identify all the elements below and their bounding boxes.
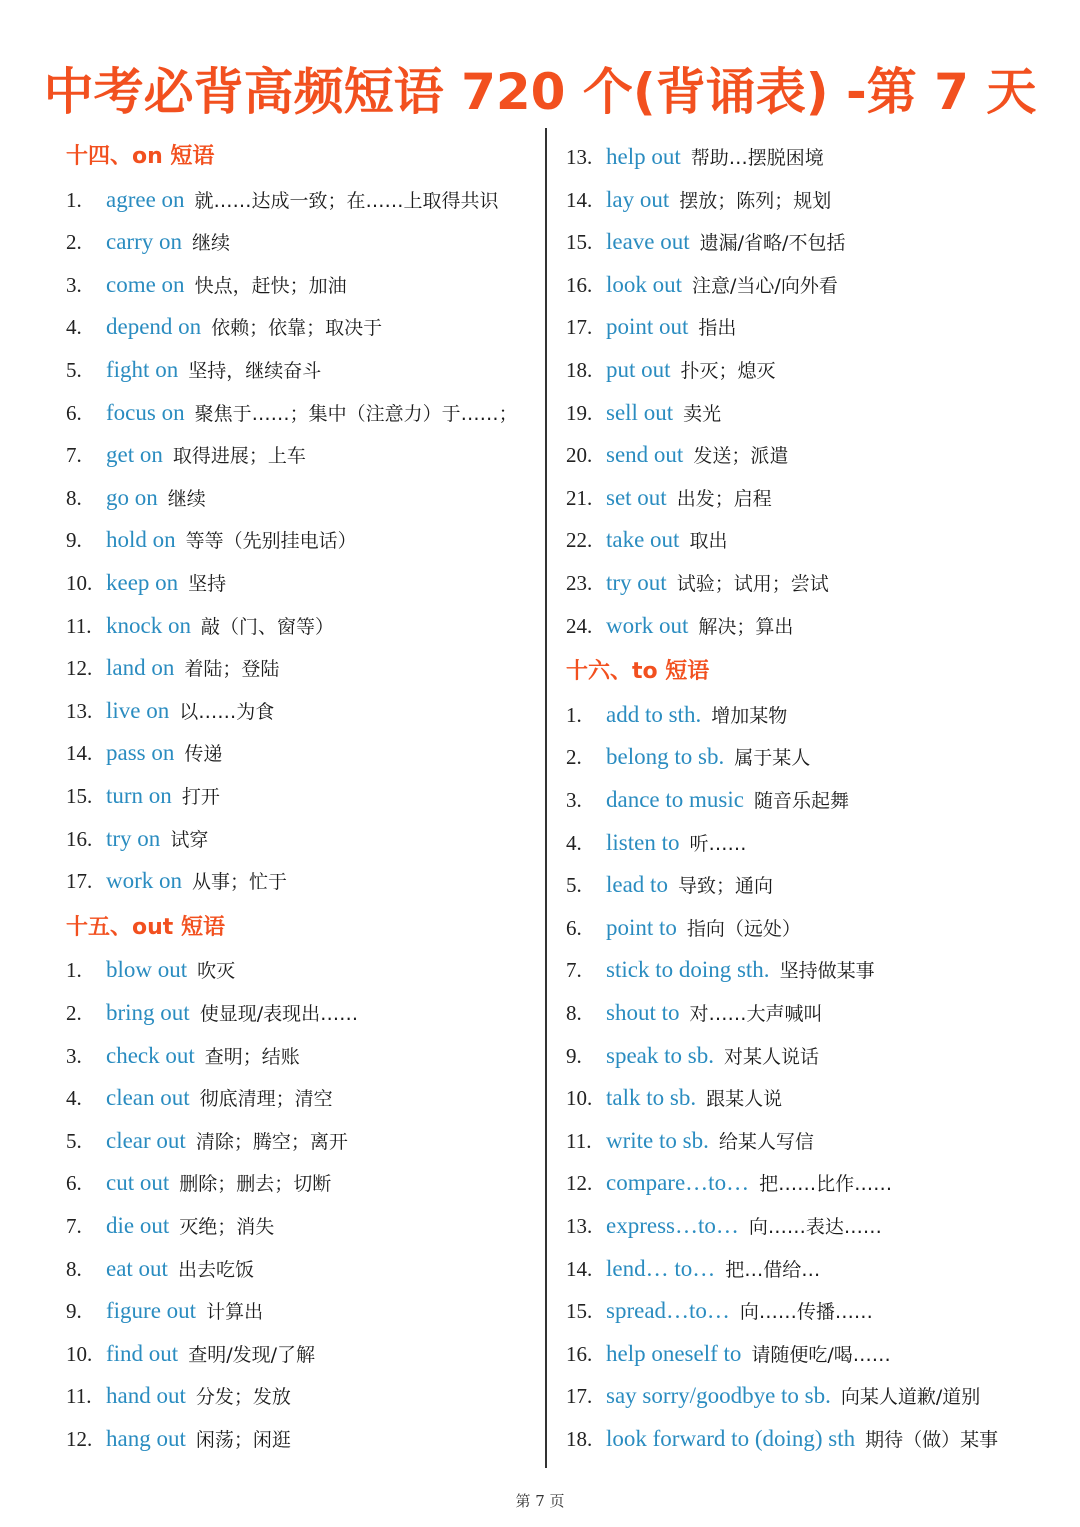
phrase-entry xyxy=(566,913,801,944)
phrase-entry xyxy=(566,1168,892,1199)
chinese-meaning: 清除；腾空；离开 xyxy=(195,1130,348,1153)
entry-number: 24. xyxy=(566,613,593,638)
entry-number: 22. xyxy=(566,528,593,553)
chinese-meaning: 敲（门、窗等） xyxy=(200,615,334,638)
english-phrase: spread…to… xyxy=(606,1298,730,1324)
phrase-entry xyxy=(66,1254,254,1285)
english-phrase: dance to music xyxy=(606,787,744,812)
chinese-meaning: 摆放；陈列；规划 xyxy=(679,189,832,212)
entry-number: 4. xyxy=(66,1086,82,1111)
page-number: 第 7 页 xyxy=(515,1492,565,1510)
phrase-entry xyxy=(66,955,235,986)
english-phrase: clean out xyxy=(106,1085,190,1111)
chinese-meaning: 出去吃饭 xyxy=(177,1258,254,1281)
chinese-meaning: 增加某物 xyxy=(711,704,788,727)
english-phrase: lend… to… xyxy=(606,1255,716,1281)
phrase-entry xyxy=(66,1296,263,1327)
phrase-entry xyxy=(66,1211,274,1242)
chinese-meaning: 吹灭 xyxy=(197,960,236,983)
chinese-meaning: 分发；发放 xyxy=(195,1386,291,1409)
english-phrase: carry on xyxy=(106,229,182,255)
chinese-meaning: 跟某人说 xyxy=(706,1088,783,1111)
entry-number: 19. xyxy=(566,400,593,425)
entry-number: 7. xyxy=(66,443,82,468)
chinese-meaning: 查明；结账 xyxy=(204,1045,300,1068)
phrase-entry xyxy=(66,1339,315,1370)
phrase-entry xyxy=(566,1296,873,1327)
english-phrase: express…to… xyxy=(606,1213,739,1238)
phrase-entry xyxy=(566,1126,814,1157)
chinese-meaning: 指向（远处） xyxy=(686,917,801,940)
phrase-entry xyxy=(566,1041,819,1072)
english-phrase: point to xyxy=(606,914,677,940)
entry-number: 4. xyxy=(66,315,82,340)
chinese-meaning: 对……大声喊叫 xyxy=(689,1003,823,1025)
entry-number: 2. xyxy=(566,745,582,770)
column-divider xyxy=(545,128,547,1468)
entry-number: 7. xyxy=(66,1214,82,1238)
chinese-meaning: 取出 xyxy=(689,530,728,553)
phrase-entry xyxy=(566,742,810,773)
phrase-entry xyxy=(566,355,776,386)
chinese-meaning: 彻底清理；清空 xyxy=(199,1088,333,1111)
entry-number: 6. xyxy=(66,1171,82,1196)
entry-number: 15. xyxy=(566,230,593,255)
phrase-entry xyxy=(66,227,230,258)
entry-number: 6. xyxy=(66,400,82,425)
entry-number: 1. xyxy=(66,958,82,983)
entry-number: 18. xyxy=(566,358,593,382)
entry-number: 12. xyxy=(566,1171,593,1196)
phrase-entry xyxy=(66,270,347,301)
english-phrase: lay out xyxy=(606,186,670,212)
english-phrase: help out xyxy=(606,144,681,169)
english-phrase: knock on xyxy=(106,612,191,638)
entry-number: 11. xyxy=(66,613,92,638)
english-phrase: check out xyxy=(106,1042,195,1068)
chinese-meaning: 帮助…摆脱困境 xyxy=(690,147,824,169)
entry-number: 2. xyxy=(66,1001,82,1025)
entry-number: 8. xyxy=(66,1256,82,1281)
phrase-entry xyxy=(66,483,206,514)
entry-number: 9. xyxy=(66,528,82,553)
english-phrase: land on xyxy=(106,655,175,681)
english-phrase: keep on xyxy=(106,570,179,595)
english-phrase: live on xyxy=(106,697,170,723)
chinese-meaning: 使显现/表现出…… xyxy=(199,1003,359,1025)
chinese-meaning: 聚焦于……；集中（注意力）于……； xyxy=(194,402,518,425)
phrase-entry xyxy=(566,1254,820,1285)
entry-number: 11. xyxy=(566,1128,592,1153)
english-phrase: write to sb. xyxy=(606,1127,709,1153)
phrase-entry xyxy=(66,355,321,386)
entry-number: 3. xyxy=(66,272,82,297)
phrase-entry xyxy=(66,611,334,642)
chinese-meaning: 就……达成一致；在……上取得共识 xyxy=(194,189,499,212)
section-heading: 十五、out 短语 xyxy=(66,914,225,940)
english-phrase: leave out xyxy=(606,229,690,255)
phrase-entry xyxy=(66,1168,331,1199)
english-phrase: send out xyxy=(606,442,684,468)
entry-number: 12. xyxy=(66,656,93,681)
phrase-entry xyxy=(566,312,736,343)
entry-number: 13. xyxy=(566,145,593,169)
entry-number: 17. xyxy=(566,315,593,340)
chinese-meaning: 向某人道歉/道别 xyxy=(840,1386,981,1409)
english-phrase: sell out xyxy=(606,399,674,425)
chinese-meaning: 卖光 xyxy=(683,402,722,425)
entry-number: 7. xyxy=(566,958,582,983)
english-phrase: take out xyxy=(606,527,680,553)
english-phrase: cut out xyxy=(106,1170,170,1196)
entry-number: 14. xyxy=(66,741,93,766)
english-phrase: die out xyxy=(106,1213,170,1238)
english-phrase: shout to xyxy=(606,1000,680,1025)
phrase-entry xyxy=(566,1381,980,1412)
chinese-meaning: 以……为食 xyxy=(179,700,275,723)
phrase-entry xyxy=(66,312,382,343)
chinese-meaning: 着陆；登陆 xyxy=(184,658,280,681)
english-phrase: work out xyxy=(606,612,689,638)
chinese-meaning: 属于某人 xyxy=(734,747,811,770)
chinese-meaning: 传递 xyxy=(184,743,223,766)
chinese-meaning: 出发；启程 xyxy=(676,487,772,510)
chinese-meaning: 依赖；依靠；取决于 xyxy=(211,317,383,340)
chinese-meaning: 等等（先别挂电话） xyxy=(185,530,357,553)
entry-number: 4. xyxy=(566,830,582,855)
entry-number: 18. xyxy=(566,1427,593,1451)
chinese-meaning: 指出 xyxy=(698,317,737,340)
phrase-entry xyxy=(66,1381,291,1412)
phrase-entry xyxy=(66,866,287,897)
phrase-entry xyxy=(66,824,208,855)
entry-number: 16. xyxy=(566,1341,593,1366)
english-phrase: help oneself to xyxy=(606,1340,742,1366)
english-phrase: talk to sb. xyxy=(606,1085,697,1111)
phrase-entry xyxy=(566,185,831,216)
phrase-entry xyxy=(566,785,849,816)
entry-number: 11. xyxy=(66,1384,92,1409)
chinese-meaning: 从事；忙于 xyxy=(192,871,288,894)
phrase-entry xyxy=(66,398,518,429)
entry-number: 1. xyxy=(566,702,582,727)
english-phrase: belong to sb. xyxy=(606,744,725,770)
chinese-meaning: 继续 xyxy=(192,232,231,255)
english-phrase: blow out xyxy=(106,957,188,983)
chinese-meaning: 发送；派遣 xyxy=(693,445,789,468)
phrase-entry xyxy=(566,955,875,986)
english-phrase: hold on xyxy=(106,527,176,553)
entry-number: 3. xyxy=(566,788,582,812)
entry-number: 17. xyxy=(66,869,93,894)
english-phrase: work on xyxy=(106,868,183,894)
chinese-meaning: 把……比作…… xyxy=(759,1173,893,1196)
english-phrase: figure out xyxy=(106,1298,197,1324)
phrase-entry xyxy=(66,1041,300,1072)
chinese-meaning: 快点，赶快；加油 xyxy=(194,274,347,297)
entry-number: 9. xyxy=(566,1043,582,1068)
english-phrase: find out xyxy=(106,1340,179,1366)
english-phrase: add to sth. xyxy=(606,701,702,727)
english-phrase: lead to xyxy=(606,872,668,898)
english-phrase: pass on xyxy=(106,740,175,766)
entry-number: 15. xyxy=(66,784,93,808)
phrase-entry xyxy=(566,483,772,514)
chinese-meaning: 向……表达…… xyxy=(748,1216,882,1238)
english-phrase: try on xyxy=(106,825,161,851)
chinese-meaning: 注意/当心/向外看 xyxy=(692,274,838,297)
chinese-meaning: 坚持 xyxy=(188,573,227,595)
chinese-meaning: 给某人写信 xyxy=(718,1130,814,1153)
phrase-entry xyxy=(566,525,727,556)
english-phrase: get on xyxy=(106,442,163,468)
english-phrase: fight on xyxy=(106,357,179,382)
chinese-meaning: 闲荡；闲逛 xyxy=(195,1429,291,1451)
entry-number: 10. xyxy=(66,571,93,595)
chinese-meaning: 期待（做）某事 xyxy=(865,1429,999,1451)
phrase-entry xyxy=(566,700,787,731)
english-phrase: come on xyxy=(106,271,185,297)
entry-number: 5. xyxy=(566,873,582,898)
entry-number: 15. xyxy=(566,1299,593,1324)
english-phrase: go on xyxy=(106,484,158,510)
english-phrase: bring out xyxy=(106,1000,190,1025)
phrase-entry xyxy=(566,1211,882,1242)
chinese-meaning: 灭绝；消失 xyxy=(179,1216,275,1238)
chinese-meaning: 删除；删去；切断 xyxy=(179,1173,332,1196)
entry-number: 13. xyxy=(566,1214,593,1238)
phrase-entry xyxy=(66,185,499,216)
chinese-meaning: 继续 xyxy=(167,487,206,510)
entry-number: 8. xyxy=(66,485,82,510)
entry-number: 12. xyxy=(66,1427,93,1451)
phrase-entry xyxy=(566,398,721,429)
phrase-entry xyxy=(566,828,747,859)
chinese-meaning: 随音乐起舞 xyxy=(753,790,849,812)
chinese-meaning: 打开 xyxy=(181,786,220,808)
phrase-entry xyxy=(66,525,357,556)
entry-number: 17. xyxy=(566,1384,593,1409)
entry-number: 5. xyxy=(66,358,82,382)
english-phrase: compare…to… xyxy=(606,1170,750,1196)
phrase-entry xyxy=(566,440,788,471)
english-phrase: hang out xyxy=(106,1426,186,1451)
phrase-entry xyxy=(566,568,829,599)
entry-number: 1. xyxy=(66,187,82,212)
phrase-entry xyxy=(566,142,824,173)
section-heading: 十六、to 短语 xyxy=(566,659,710,685)
english-phrase: turn on xyxy=(106,783,172,808)
chinese-meaning: 坚持，继续奋斗 xyxy=(188,360,322,382)
english-phrase: depend on xyxy=(106,314,202,340)
page-title: 中考必背高频短语 720 个(背诵表) -第 7 天 xyxy=(43,63,1037,121)
chinese-meaning: 向……传播…… xyxy=(739,1301,873,1324)
entry-number: 3. xyxy=(66,1043,82,1068)
phrase-entry xyxy=(66,738,222,769)
phrase-entry xyxy=(566,1339,891,1370)
phrase-entry xyxy=(566,227,845,258)
english-phrase: agree on xyxy=(106,186,185,212)
english-phrase: hand out xyxy=(106,1383,186,1409)
english-phrase: listen to xyxy=(606,829,680,855)
chinese-meaning: 查明/发现/了解 xyxy=(188,1343,316,1366)
phrase-entry xyxy=(66,696,274,727)
chinese-meaning: 坚持做某事 xyxy=(779,960,875,983)
english-phrase: focus on xyxy=(106,399,185,425)
chinese-meaning: 扑灭；熄灭 xyxy=(680,360,776,382)
phrase-entry xyxy=(566,611,793,642)
phrase-entry xyxy=(66,1083,333,1114)
phrase-entry xyxy=(566,1083,782,1114)
phrase-entry xyxy=(66,568,226,599)
chinese-meaning: 试验；试用；尝试 xyxy=(676,573,829,595)
entry-number: 5. xyxy=(66,1128,82,1153)
entry-number: 20. xyxy=(566,443,593,468)
phrase-entry xyxy=(66,998,358,1029)
english-phrase: put out xyxy=(606,357,671,382)
section-heading: 十四、on 短语 xyxy=(66,144,215,169)
chinese-meaning: 试穿 xyxy=(170,828,209,851)
english-phrase: speak to sb. xyxy=(606,1042,714,1068)
english-phrase: clear out xyxy=(106,1127,186,1153)
phrase-entry xyxy=(566,1424,998,1455)
phrase-entry xyxy=(66,1126,348,1157)
entry-number: 14. xyxy=(566,1256,593,1281)
entry-number: 21. xyxy=(566,485,593,510)
phrase-entry xyxy=(566,998,823,1029)
entry-number: 14. xyxy=(566,187,593,212)
chinese-meaning: 导致；通向 xyxy=(677,875,773,898)
entry-number: 16. xyxy=(566,272,593,297)
english-phrase: say sorry/goodbye to sb. xyxy=(606,1383,831,1409)
chinese-meaning: 听…… xyxy=(689,832,747,855)
english-phrase: eat out xyxy=(106,1255,168,1281)
english-phrase: try out xyxy=(606,570,667,595)
phrase-entry xyxy=(66,440,306,471)
chinese-meaning: 请随便吃/喝…… xyxy=(751,1343,891,1366)
english-phrase: set out xyxy=(606,484,667,510)
entry-number: 6. xyxy=(566,915,582,940)
entry-number: 23. xyxy=(566,571,593,595)
chinese-meaning: 取得进展；上车 xyxy=(172,445,306,468)
phrase-entry xyxy=(66,781,220,812)
entry-number: 13. xyxy=(66,698,93,723)
english-phrase: point out xyxy=(606,314,689,340)
entry-number: 10. xyxy=(566,1086,593,1111)
entry-number: 2. xyxy=(66,230,82,255)
entry-number: 8. xyxy=(566,1001,582,1025)
chinese-meaning: 把…借给… xyxy=(725,1258,821,1281)
english-phrase: look forward to (doing) sth xyxy=(606,1426,856,1451)
phrase-entry xyxy=(566,870,773,901)
entry-number: 10. xyxy=(66,1341,93,1366)
phrase-entry xyxy=(66,653,279,684)
entry-number: 9. xyxy=(66,1299,82,1324)
chinese-meaning: 对某人说话 xyxy=(723,1045,819,1068)
phrase-entry xyxy=(66,1424,291,1455)
english-phrase: look out xyxy=(606,271,683,297)
chinese-meaning: 解决；算出 xyxy=(698,615,794,638)
english-phrase: stick to doing sth. xyxy=(606,957,770,983)
chinese-meaning: 遗漏/省略/不包括 xyxy=(699,232,846,255)
phrase-entry xyxy=(566,270,838,301)
entry-number: 16. xyxy=(66,826,93,851)
chinese-meaning: 计算出 xyxy=(206,1301,264,1324)
